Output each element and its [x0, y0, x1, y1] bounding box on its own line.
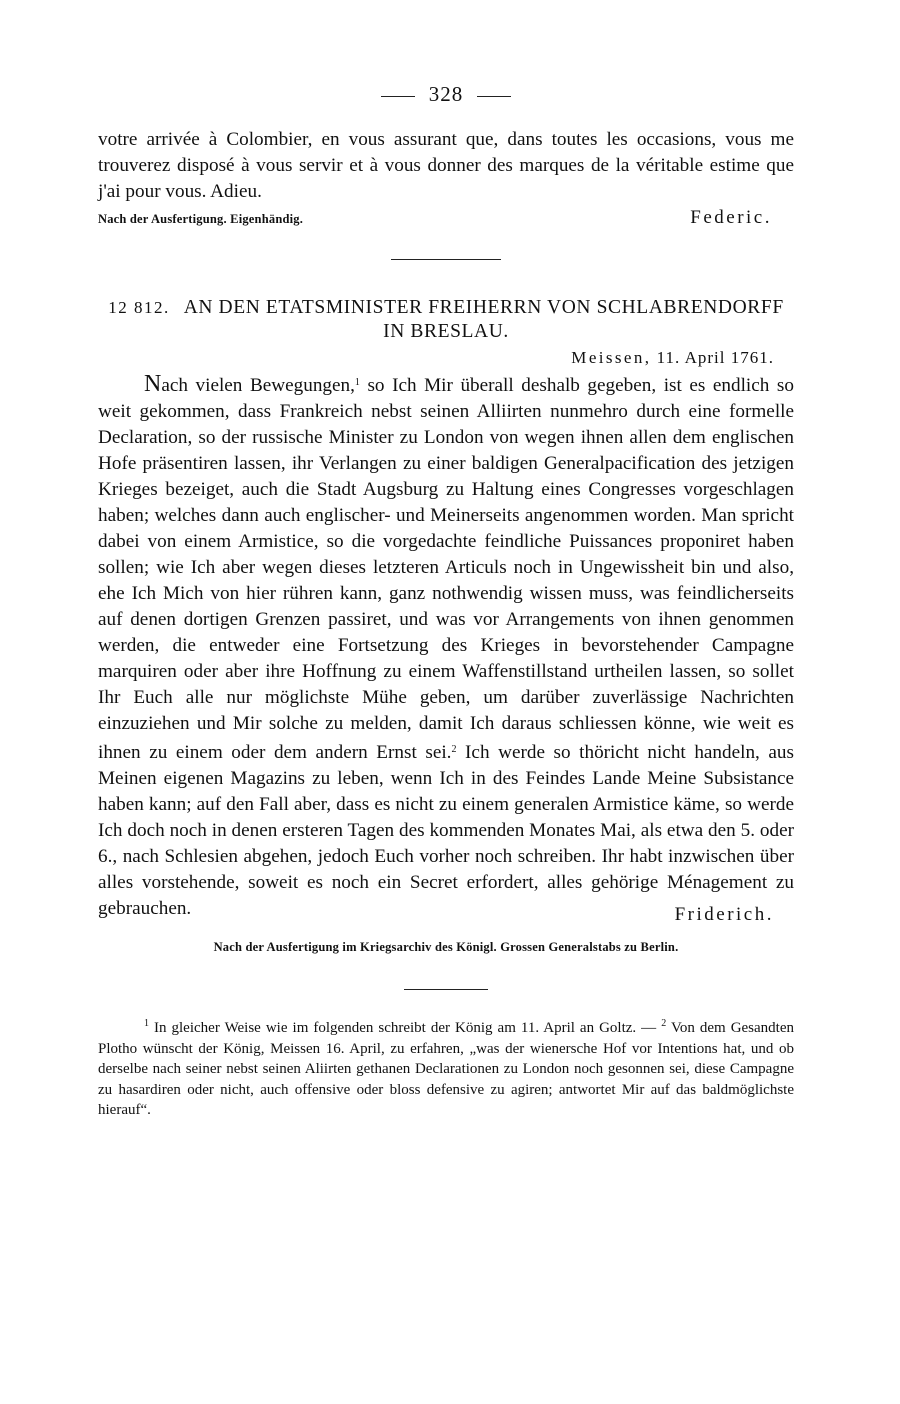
previous-letter-footer: [98, 207, 794, 229]
header-dash-left: [381, 96, 415, 97]
letter-place: Meissen,: [571, 348, 652, 367]
header-dash-right: [477, 96, 511, 97]
page-header: [98, 82, 794, 107]
previous-letter-closing: votre arrivée à Colombier, en vous assurant que, dans toutes les occasions, vous me trouverez disposé à vous servir et à vous donner des marques de la véritable estime que j'ai pour vous. Adieu.: [98, 129, 794, 202]
footnote-1-text: In gleicher Weise wie im folgenden schreibt der König am 11. April an Goltz. —: [149, 1020, 662, 1036]
footnote-1-marker: 1: [144, 1018, 149, 1029]
document-page: [98, 82, 794, 1136]
letter-dateline: [98, 348, 774, 368]
letter-signature-row: [98, 904, 794, 926]
letter-body-part-1: ach vielen Bewegungen,: [161, 375, 355, 396]
footnote-2-marker: 2: [661, 1018, 667, 1029]
footnote-divider: [404, 989, 488, 990]
footnote-2-text: Von dem Gesandten Plotho wünscht der König, Meissen 16. April, zu erfahren, „was der wienersche Hof vor Intentions hat, und ob derselbe nach seiner nebst seinen Aliirten gethanen Declarationen zu London noch gesonnen sei, diese Campagne zu hasardiren oder nicht, auch offensive oder bloss defensive zu agiren; antwortet Mir auf das baldmöglichste hierauf“.: [98, 1020, 795, 1118]
footnote-marker-2: 2: [451, 744, 457, 755]
letter-body-part-3: Ich werde so thöricht nicht handeln, aus Meinen eigenen Magazins zu leben, wenn Ich in des Feindes Lande Meine Subsistance haben kann; auf den Fall aber, dass es nicht zu einem generalen Armistice käme, so werde Ich doch noch in denen ersteren Tagen des kommenden Monates Mai, als etwa den 5. oder 6., nach Schlesien abgehen, jedoch Euch vorher noch schreiben. Ihr habt inzwischen über alles vorstehende, soweit es noch ein Secret erfordert, alles gehörige Ménagement zu gebrauchen.: [98, 742, 794, 919]
letter-signature: Friderich.: [674, 904, 774, 925]
letter-source-note: Nach der Ausfertigung im Kriegsarchiv des Königl. Grossen Generalstabs zu Berlin.: [213, 940, 679, 954]
previous-letter-source-note: Nach der Ausfertigung. Eigenhändig.: [98, 212, 304, 226]
footnote-marker-1: 1: [354, 377, 360, 388]
letter-date: 11. April 1761.: [656, 348, 774, 367]
letter-number: 12 812.: [108, 298, 170, 317]
letter-initial: N: [144, 371, 162, 397]
section-divider: [391, 259, 501, 260]
letter-body-part-2: so Ich Mir überall deshalb gegeben, ist es endlich so weit gekommen, dass Frankreich nebst seinen Alliirten nunmehro durch eine formelle Declaration, so der russische Minister zu London von wegen ihnen allen dem englischen Hofe präsentiren lassen, ihr Verlangen zu einer baldigen Generalpacification des jetzigen Krieges bezeiget, auch die Stadt Augsburg zu Haltung eines Congresses vorgeschlagen haben; welches dann auch englischer- und Meinerseits angenommen worden. Man spricht dabei von einem Armistice, so die vorgedachte feindliche Puissances proponiret haben sollen; wie Ich aber wegen dieses letzteren Articuls noch in Ungewissheit bin und also, ehe Ich Mich von hier rühren kann, ganz nothwendig wissen muss, was feindlicherseits auf denen dortigen Grenzen passiret, und was vor Arrangements von ihnen genommen werden, die entweder eine Fortsetzung des Krieges in bevorstehender Campagne marquiren oder aber ihre Hoffnung zu einem Waffenstillstand urtheilen lassen, so sollet Ihr Euch alle nur möglichste Mühe geben, um darüber zuverlässige Nachrichten einzuziehen und Mir solche zu melden, damit Ich daraus schliessen könne, wie weit es ihnen zu einem oder dem andern Ernst sei.: [98, 375, 794, 763]
letter-body: [98, 370, 794, 922]
letter-title: AN DEN ETATSMINISTER FREIHERRN VON SCHLABRENDORFF IN BRESLAU.: [183, 297, 784, 342]
footnotes: [98, 1014, 794, 1121]
letter-heading: [98, 296, 794, 344]
previous-letter-signature: Federic.: [690, 207, 772, 228]
page-number: 328: [428, 82, 464, 106]
